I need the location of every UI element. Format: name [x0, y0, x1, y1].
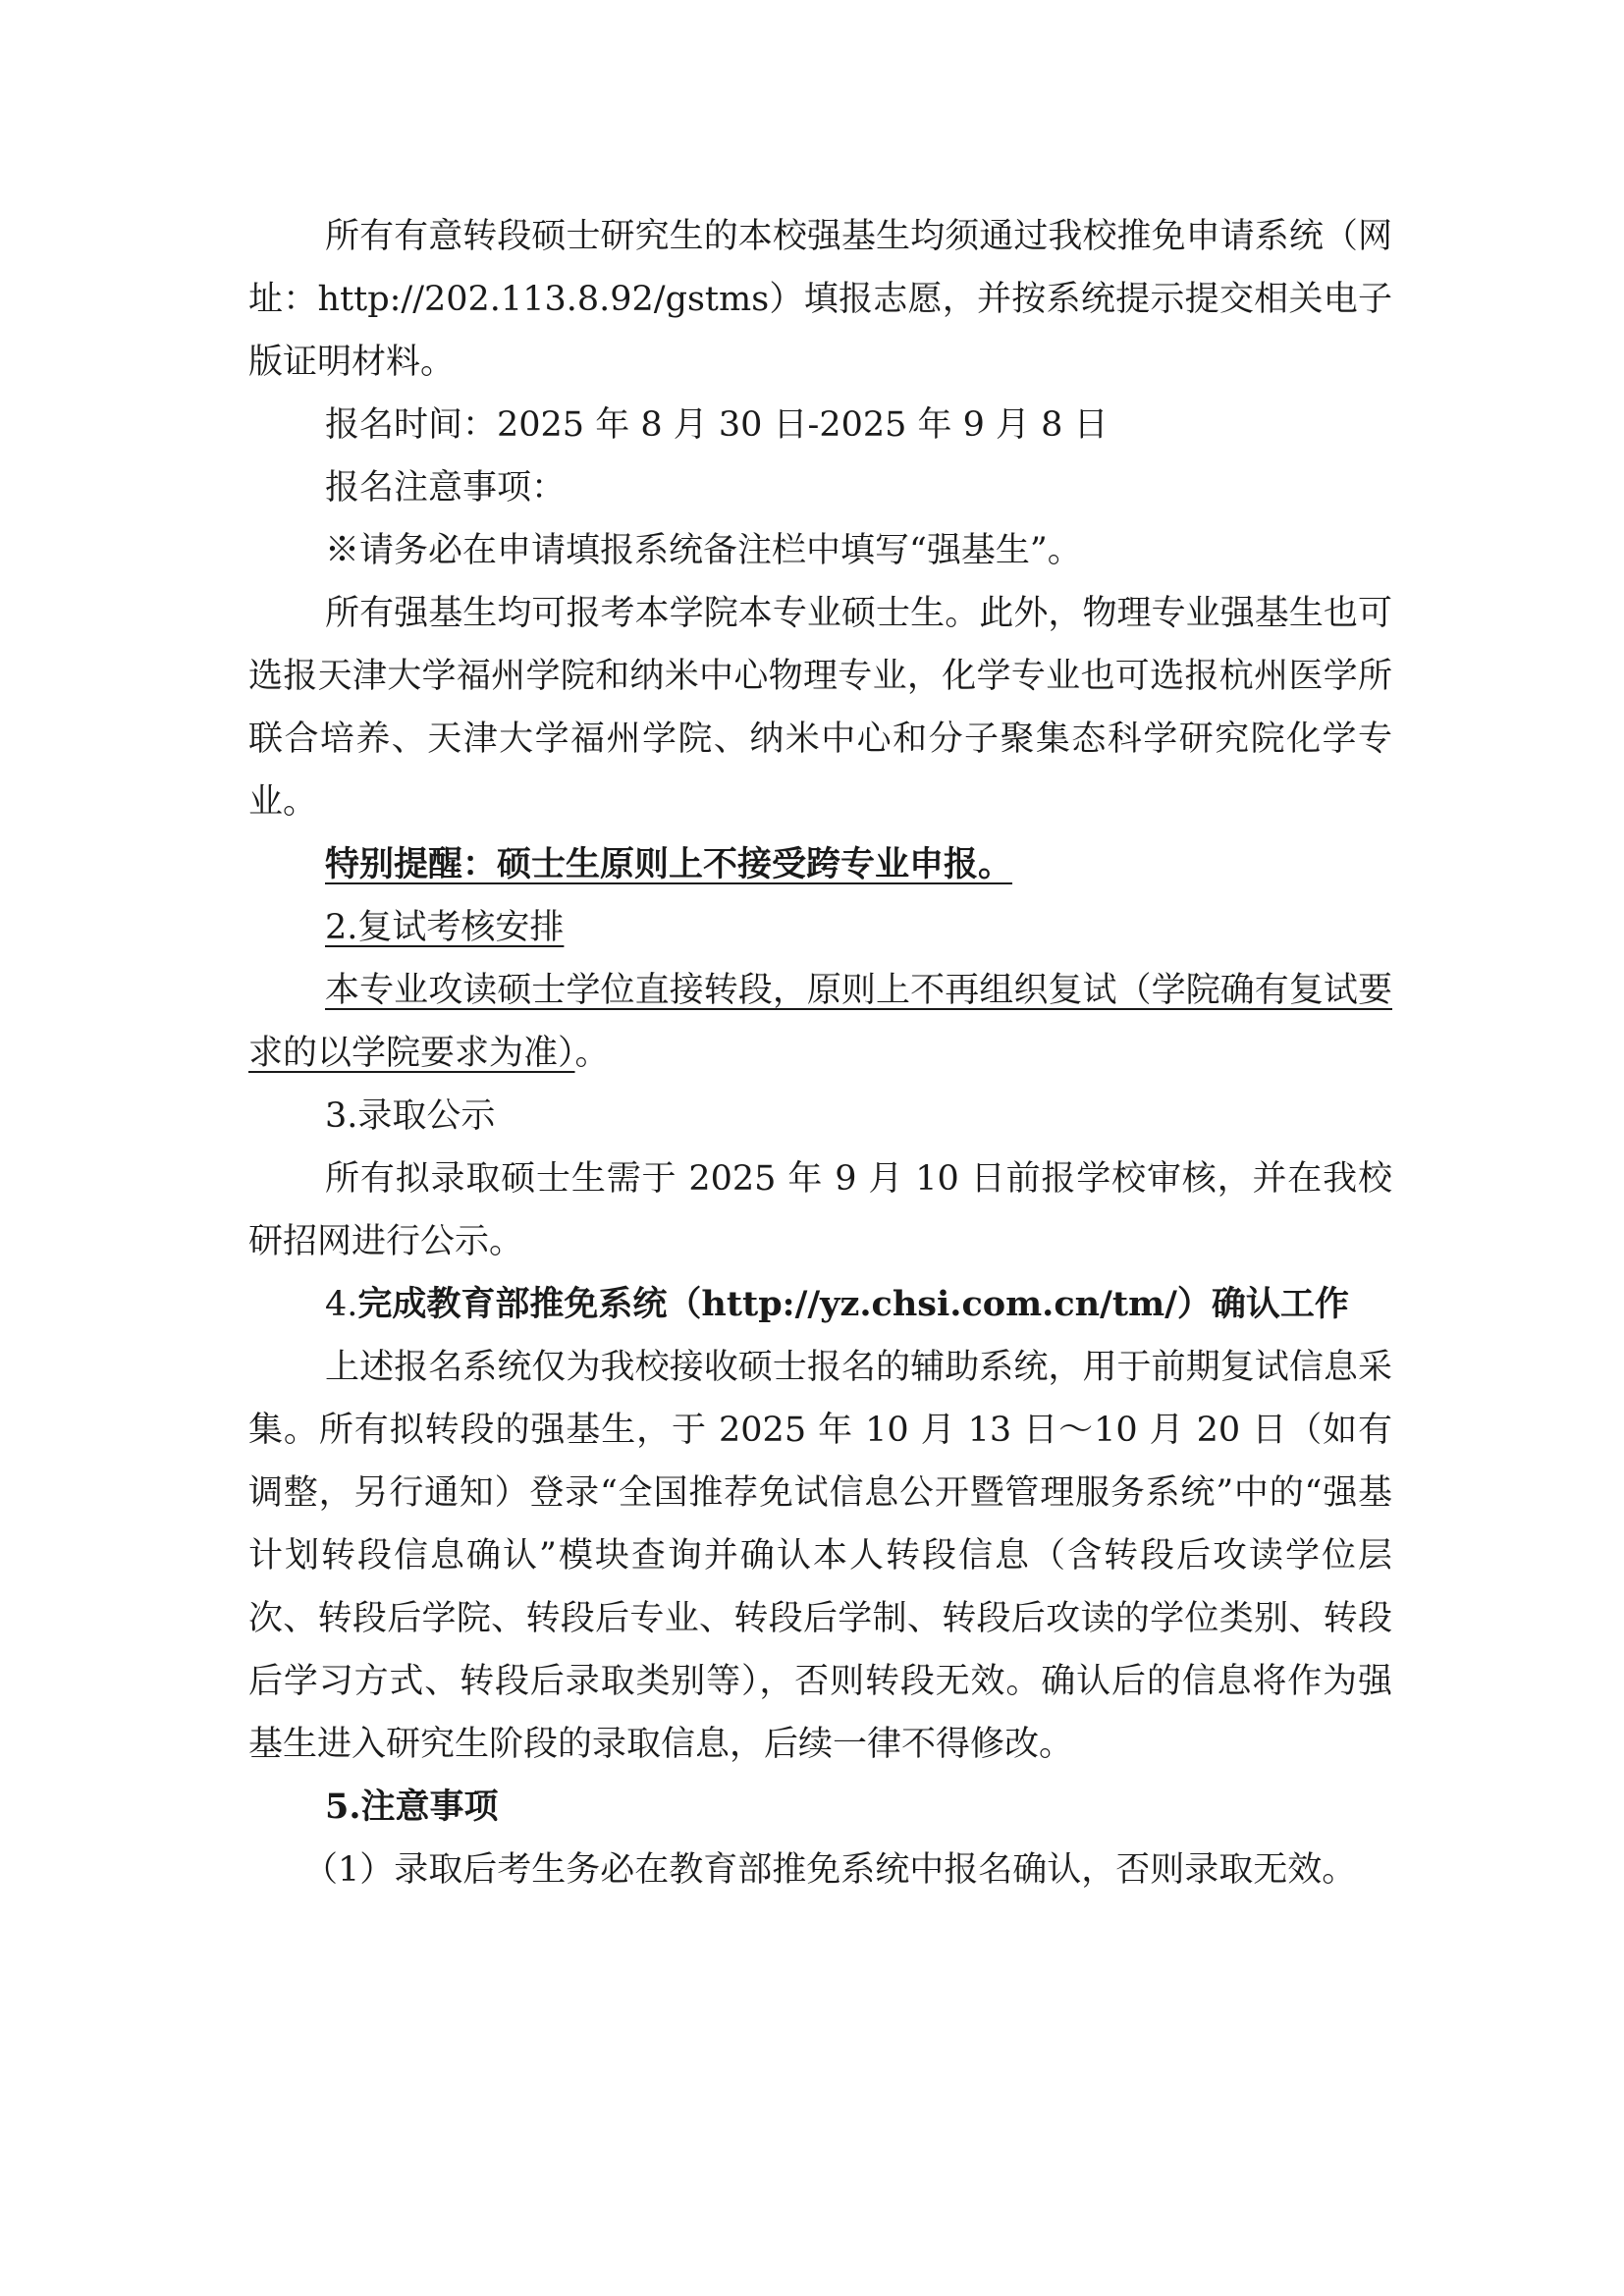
- section5-heading: 5.注意事项: [325, 1787, 499, 1827]
- section3-body: 所有拟录取硕士生需于 2025 年 9 月 10 日前报学校审核，并在我校研招网进行公示。: [248, 1159, 1392, 1261]
- section2-body-end: 。: [574, 1034, 610, 1073]
- special-reminder-line: [248, 833, 1392, 896]
- notice-scope: 所有强基生均可报考本学院本专业硕士生。此外，物理专业强基生也可选报天津大学福州学院和纳米中心物理专业，化学专业也可选报杭州医学所联合培养、天津大学福州学院、纳米中心和分子聚集态科学研究院化学专业。: [248, 594, 1392, 822]
- signup-time: 报名时间：2025 年 8 月 30 日-2025 年 9 月 8 日: [325, 405, 1109, 445]
- notice-remark: ※请务必在申请填报系统备注栏中填写“强基生”。: [325, 531, 1082, 570]
- section2-body: 本专业攻读硕士学位直接转段，原则上不再组织复试（学院确有复试要求的以学院要求为准）: [248, 971, 1392, 1073]
- document-body: [248, 205, 1392, 1901]
- section2-heading: 2.复试考核安排: [325, 908, 565, 947]
- section4-heading-line: [248, 1273, 1392, 1336]
- section5-item1: （1）录取后考生务必在教育部推免系统中报名确认，否则录取无效。: [303, 1850, 1357, 1890]
- special-reminder: 特别提醒：硕士生原则上不接受跨专业申报。: [325, 844, 1013, 884]
- notice-title: 报名注意事项：: [325, 468, 567, 507]
- intro-paragraph: 所有有意转段硕士研究生的本校强基生均须通过我校推免申请系统（网址：http://202.113.8.92/gstms）填报志愿，并按系统提示提交相关电子版证明材料。: [248, 217, 1392, 382]
- section3-heading: 3.录取公示: [325, 1096, 496, 1136]
- section4-body: 上述报名系统仅为我校接收硕士报名的辅助系统，用于前期复试信息采集。所有拟转段的强基生，于 2025 年 10 月 13 日～10 月 20 日（如有调整，另行通知）登录“全国推荐免试信息公开暨管理服务系统”中的“强基计划转段信息确认”模块查询并确认本人转段信息（含转段后攻读学位层次、转段后学院、转段后专业、转段后学制、转段后攻读的学位类别、转段后学习方式、转段后录取类别等），否则转段无效。确认后的信息将作为强基生进入研究生阶段的录取信息，后续一律不得修改。: [248, 1348, 1392, 1764]
- section2-body-paragraph: [248, 959, 1392, 1085]
- section4-heading: 完成教育部推免系统（http://yz.chsi.com.cn/tm/）确认工作: [357, 1284, 1349, 1324]
- section2-heading-line: [248, 896, 1392, 959]
- section4-heading-num: 4.: [325, 1285, 358, 1324]
